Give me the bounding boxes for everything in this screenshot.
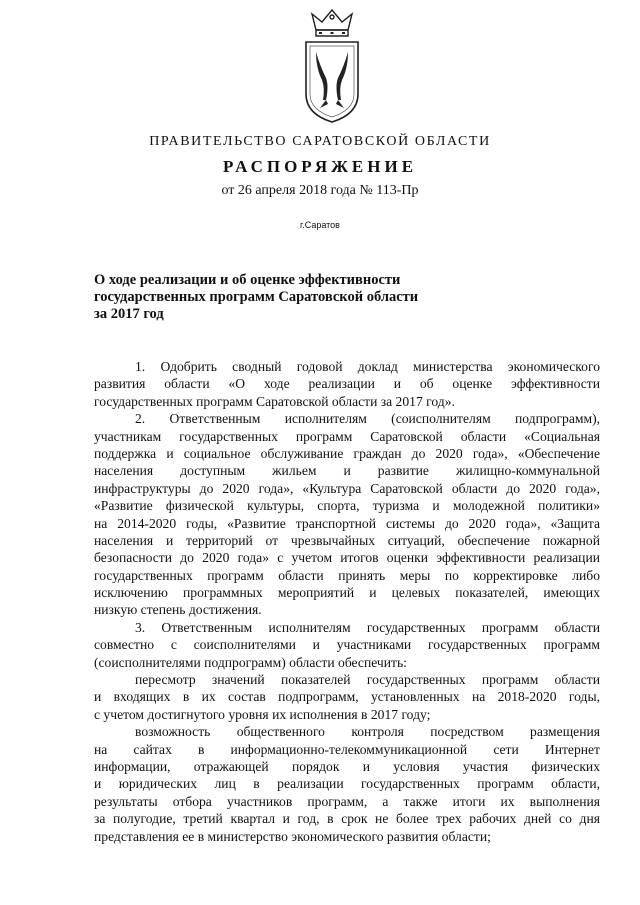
organization-title: ПРАВИТЕЛЬСТВО САРАТОВСКОЙ ОБЛАСТИ [149,134,491,149]
body-line: информации, отражающей порядок и условия участия физических [94,758,600,774]
body-line: и юридических лиц в реализации государственных программ области, [94,776,600,792]
body-line: результаты отбора участников программ, а также итоги их выполнения [94,793,600,809]
document-subject [94,272,484,323]
body-line: 1. Одобрить сводный годовой доклад министерства экономического [135,359,600,374]
body-line: населения и территорий от чрезвычайных ситуаций, обеспечение пожарной [94,532,600,548]
coat-of-arms-emblem [296,8,368,128]
body-line: участникам государственных программ Саратовской области «Социальная [94,428,600,444]
subject-line: за 2017 год [94,306,164,322]
body-line: 2. Ответственным исполнителям (соисполнителям подпрограмм), [135,411,600,427]
document-body [94,358,600,845]
body-line: представления ее в министерство экономического развития области; [94,828,491,844]
subject-line: О ходе реализации и об оценке эффективности [94,272,401,288]
body-line: безопасности до 2020 года» с учетом итогов оценки эффективности реализации [94,550,600,566]
body-line: поддержка и социальное обслуживание граждан до 2020 года», «Обеспечение [94,445,600,461]
body-line: государственных программ Саратовской области за 2017 год». [94,393,455,409]
body-line: (соисполнителями подпрограмм) области обеспечить: [94,654,407,670]
body-line: совместно с соисполнителями и участниками государственных программ [94,637,600,653]
body-line: инфраструктуры до 2020 года», «Культура Саратовской области до 2020 года», [94,480,600,496]
body-line: развития области «О ходе реализации и об оценке эффективности [94,376,600,392]
document-city: г.Саратов [300,220,340,230]
document-type: РАСПОРЯЖЕНИЕ [222,157,418,176]
body-line: с учетом достигнутого уровня их исполнения в 2017 году; [94,706,431,722]
body-line: на 2014-2020 годы, «Развитие транспортной системы до 2020 года», «Защита [94,515,600,531]
body-line: 3. Ответственным исполнителям государственных программ области [135,619,600,635]
body-line: государственных программ области принять меры по корректировке либо [94,567,600,583]
document-date-number: от 26 апреля 2018 года № 113-Пр [221,183,419,198]
body-line: исключению программных мероприятий и целевых показателей, имеющих [94,585,600,601]
body-line: возможность общественного контроля посредством размещения [135,724,600,740]
body-line: на сайтах в информационно-телекоммуникационной сети Интернет [94,741,600,757]
body-line: за полугодие, третий квартал и год, в срок не более трех рабочих дней со дня [94,811,600,827]
body-line: низкую степень достижения. [94,602,262,618]
body-line: и входящих в их состав подпрограмм, установленных на 2018-2020 годы, [94,689,600,705]
subject-line: государственных программ Саратовской области [94,289,419,305]
body-line: населения доступным жильем и развитие жилищно-коммунальной [94,463,600,479]
body-line: «Развитие физической культуры, спорта, туризма и молодежной политики» [94,498,600,514]
body-line: пересмотр значений показателей государственных программ области [135,672,600,688]
